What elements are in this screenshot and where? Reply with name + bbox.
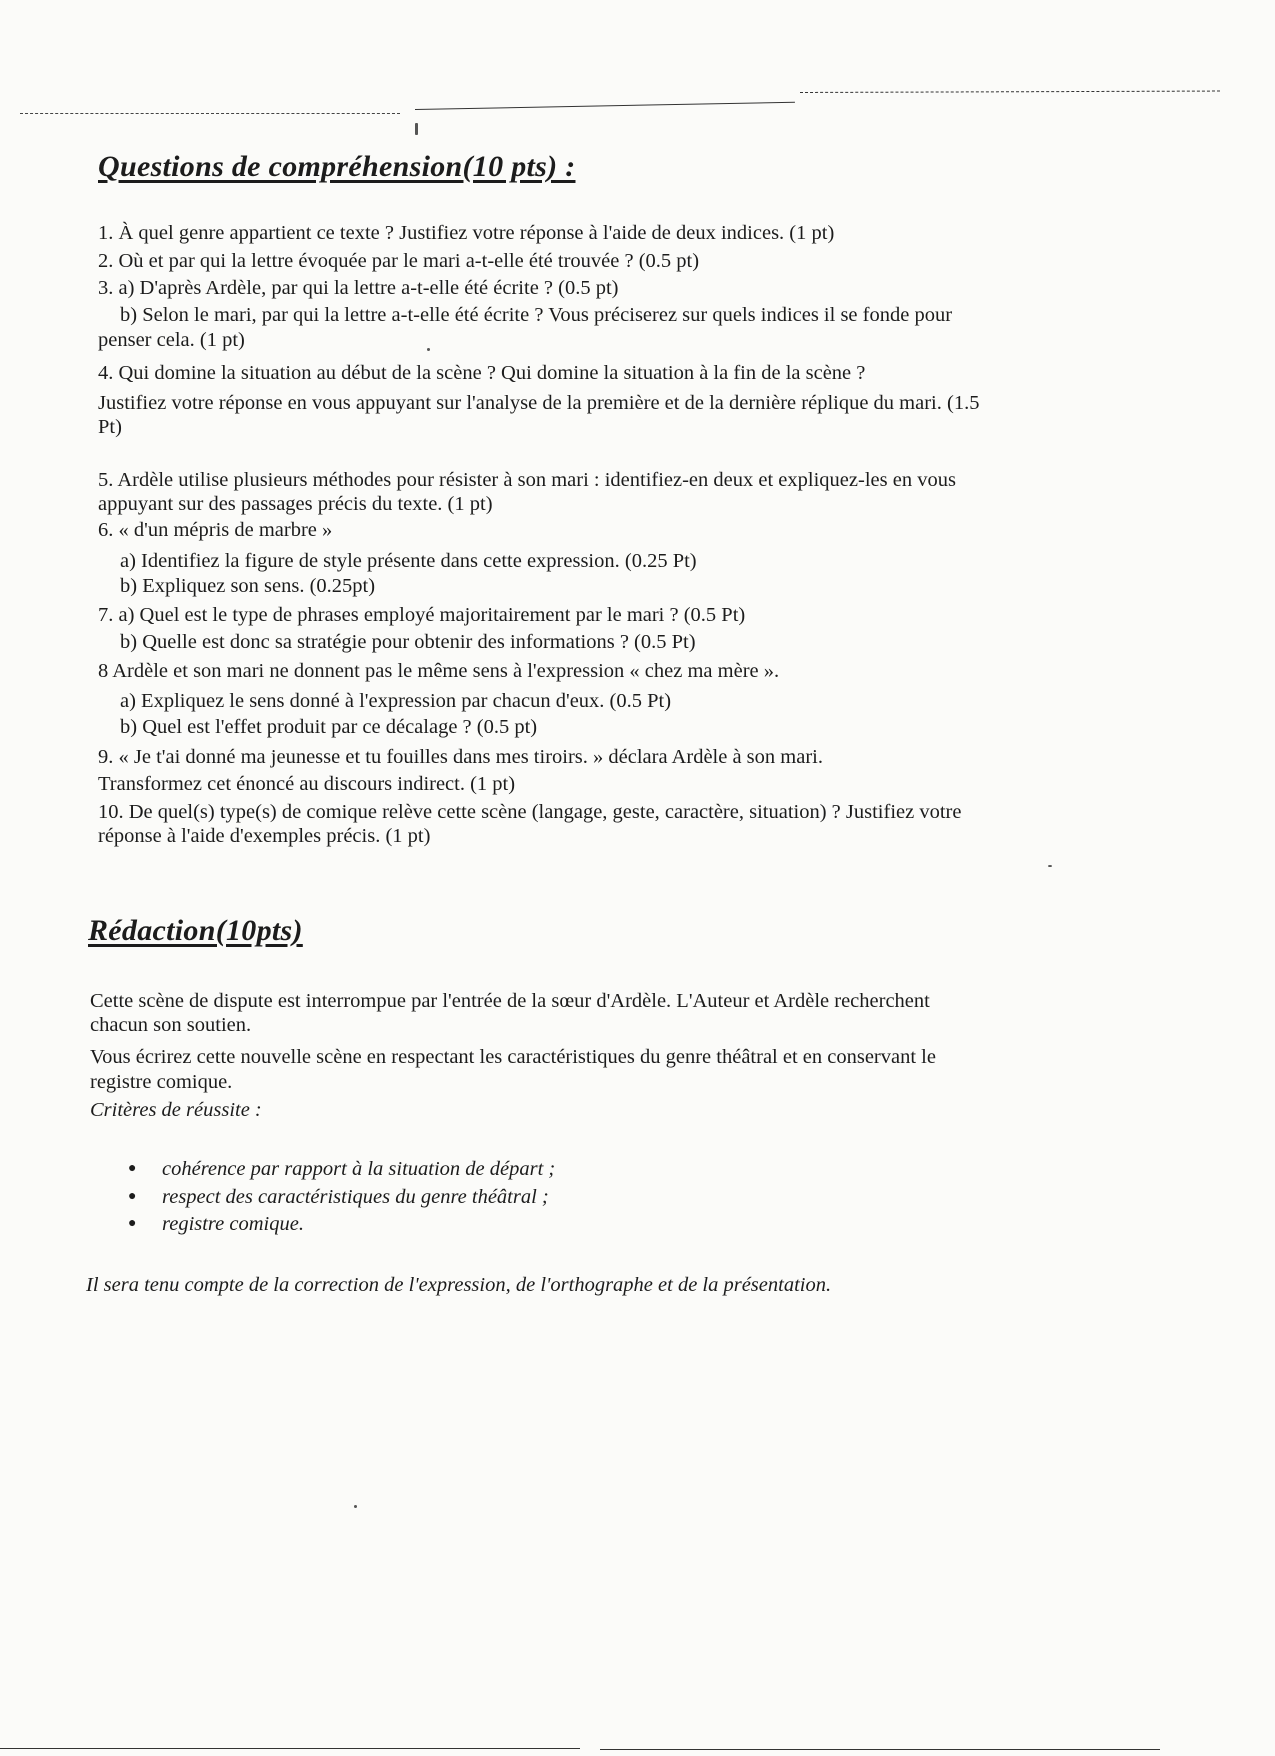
- question-3a: 3. a) D'après Ardèle, par qui la lettre a-t-elle été écrite ? (0.5 pt): [98, 277, 619, 299]
- question-6a: a) Identifiez la figure de style présente dans cette expression. (0.25 Pt): [120, 550, 697, 572]
- question-6b: b) Expliquez son sens. (0.25pt): [120, 575, 376, 597]
- redaction-text-3: Vous écrirez cette nouvelle scène en respectant les caractéristiques du genre théâtral et en conservant le: [90, 1046, 936, 1068]
- scan-speck: [427, 348, 430, 351]
- question-10: 10. De quel(s) type(s) de comique relève cette scène (langage, geste, caractère, situation) ? Justifiez votre: [98, 801, 962, 823]
- redaction-text-2: chacun son soutien.: [90, 1014, 252, 1036]
- bullet-icon: ●: [128, 1216, 137, 1231]
- bullet-icon: ●: [128, 1189, 137, 1204]
- bullet-icon: ●: [128, 1161, 137, 1176]
- scan-line: [20, 113, 400, 114]
- question-8b: b) Quel est l'effet produit par ce décalage ? (0.5 pt): [120, 716, 538, 738]
- criteria-item: cohérence par rapport à la situation de départ ;: [162, 1158, 556, 1180]
- criteria-label: Critères de réussite :: [90, 1099, 262, 1121]
- criteria-item: registre comique.: [162, 1213, 304, 1235]
- question-8a: a) Expliquez le sens donné à l'expression par chacun d'eux. (0.5 Pt): [120, 690, 672, 712]
- scan-speck: [415, 123, 418, 135]
- question-5-cont: appuyant sur des passages précis du texte. (1 pt): [98, 493, 493, 515]
- question-1: 1. À quel genre appartient ce texte ? Justifiez votre réponse à l'aide de deux indices. (1 pt): [98, 222, 835, 244]
- redaction-text-4: registre comique.: [90, 1071, 233, 1093]
- question-8: 8 Ardèle et son mari ne donnent pas le même sens à l'expression « chez ma mère ».: [98, 660, 780, 682]
- scan-speck: [1048, 865, 1052, 867]
- scan-line: [415, 102, 795, 110]
- redaction-text-1: Cette scène de dispute est interrompue par l'entrée de la sœur d'Ardèle. L'Auteur et Ardèle recherchent: [90, 990, 930, 1012]
- question-10-cont: réponse à l'aide d'exemples précis. (1 pt): [98, 825, 431, 847]
- question-9: 9. « Je t'ai donné ma jeunesse et tu fouilles dans mes tiroirs. » déclara Ardèle à son mari.: [98, 746, 823, 768]
- question-3b-cont: penser cela. (1 pt): [98, 329, 245, 351]
- question-4-end: Pt): [98, 416, 122, 438]
- question-2: 2. Où et par qui la lettre évoquée par le mari a-t-elle été trouvée ? (0.5 pt): [98, 250, 700, 272]
- scan-line: [0, 1748, 580, 1749]
- question-7a: 7. a) Quel est le type de phrases employé majoritairement par le mari ? (0.5 Pt): [98, 604, 746, 626]
- question-4: 4. Qui domine la situation au début de la scène ? Qui domine la situation à la fin de la scène ?: [98, 362, 866, 384]
- question-6: 6. « d'un mépris de marbre »: [98, 519, 333, 541]
- question-9-cont: Transformez cet énoncé au discours indirect. (1 pt): [98, 773, 516, 795]
- redaction-title: Rédaction(10pts): [88, 914, 303, 947]
- question-3b: b) Selon le mari, par qui la lettre a-t-elle été écrite ? Vous préciserez sur quels indices il se fonde pour: [120, 304, 953, 326]
- comprehension-title: Questions de compréhension(10 pts) :: [98, 150, 576, 183]
- question-4-cont: Justifiez votre réponse en vous appuyant sur l'analyse de la première et de la dernière réplique du mari. (1.5: [98, 392, 980, 414]
- question-5: 5. Ardèle utilise plusieurs méthodes pour résister à son mari : identifiez-en deux et expliquez-les en vous: [98, 469, 956, 491]
- question-7b: b) Quelle est donc sa stratégie pour obtenir des informations ? (0.5 Pt): [120, 631, 696, 653]
- scan-line: [600, 1749, 1160, 1750]
- evaluation-note: Il sera tenu compte de la correction de l'expression, de l'orthographe et de la présentation.: [86, 1274, 832, 1296]
- scan-line: [800, 91, 1220, 93]
- criteria-item: respect des caractéristiques du genre théâtral ;: [162, 1186, 549, 1208]
- scan-speck: [354, 1505, 357, 1508]
